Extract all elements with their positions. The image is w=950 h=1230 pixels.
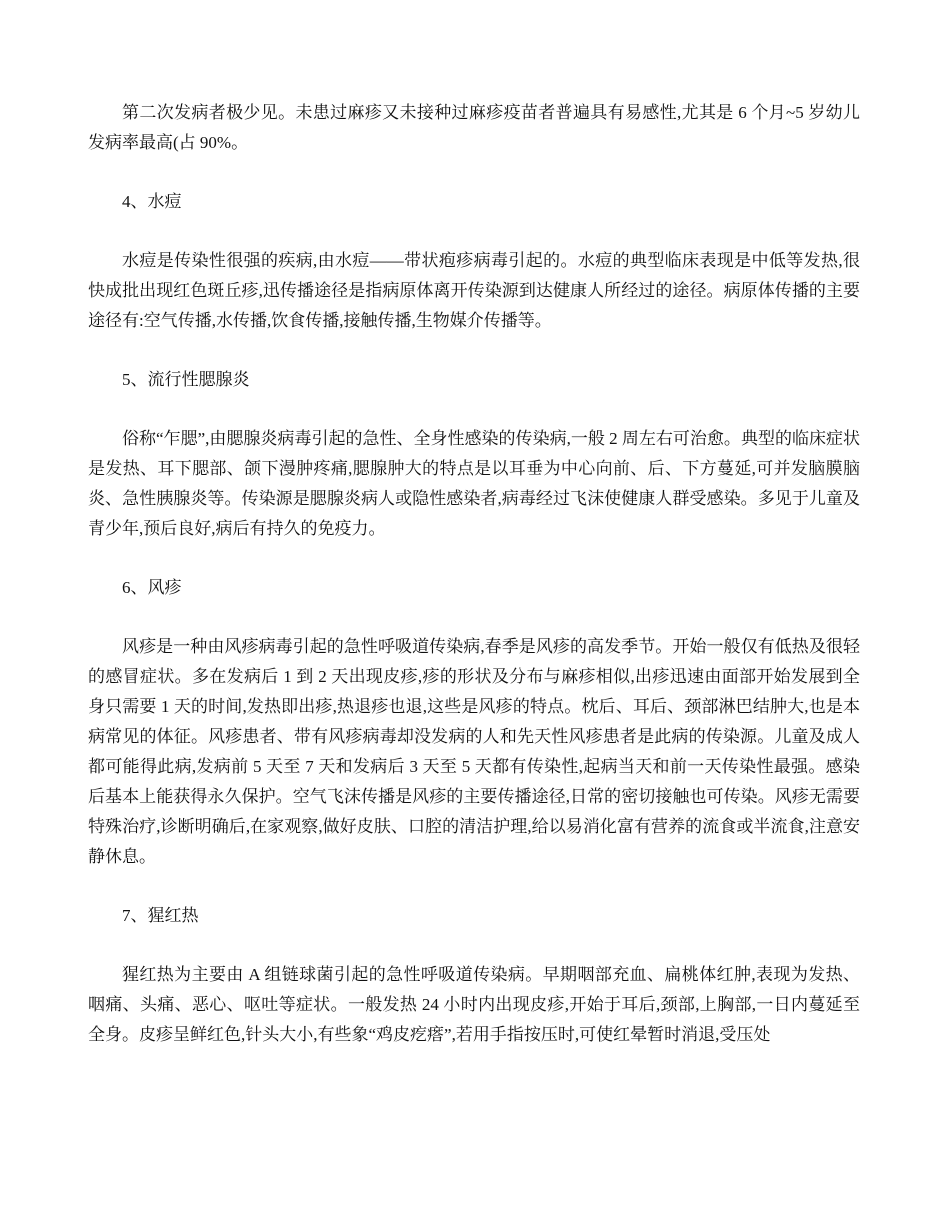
- heading-mumps: 5、流行性腮腺炎: [122, 370, 250, 389]
- document-body: [88, 98, 860, 1079]
- heading-scarlet-fever: 7、猩红热: [122, 906, 199, 925]
- paragraph-chickenpox: 水痘是传染性很强的疾病,由水痘——带状疱疹病毒引起的。水痘的典型临床表现是中低等发热,很快成批出现红色斑丘疹,迅传播途径是指病原体离开传染源到达健康人所经过的途径。病原体传播的主要途径有:空气传播,水传播,饮食传播,接触传播,生物媒介传播等。: [88, 251, 860, 330]
- paragraph-mumps: 俗称“乍腮”,由腮腺炎病毒引起的急性、全身性感染的传染病,一般 2 周左右可治愈。典型的临床症状是发热、耳下腮部、颌下漫肿疼痛,腮腺肿大的特点是以耳垂为中心向前、后、下方蔓延,可并发脑膜脑炎、急性胰腺炎等。传染源是腮腺炎病人或隐性感染者,病毒经过飞沫使健康人群受感染。多见于儿童及青少年,预后良好,病后有持久的免疫力。: [88, 429, 860, 538]
- paragraph-scarlet-fever: 猩红热为主要由 A 组链球菌引起的急性呼吸道传染病。早期咽部充血、扁桃体红肿,表现为发热、咽痛、头痛、恶心、呕吐等症状。一般发热 24 小时内出现皮疹,开始于耳后,颈部,上胸部,一日内蔓延至全身。皮疹呈鲜红色,针头大小,有些象“鸡皮疙瘩”,若用手指按压时,可使红晕暂时消退,受压处: [88, 965, 860, 1044]
- paragraph-rubella: 风疹是一种由风疹病毒引起的急性呼吸道传染病,春季是风疹的高发季节。开始一般仅有低热及很轻的感冒症状。多在发病后 1 到 2 天出现皮疹,疹的形状及分布与麻疹相似,出疹迅速由面部开始发展到全身只需要 1 天的时间,发热即出疹,热退疹也退,这些是风疹的特点。枕后、耳后、颈部淋巴结肿大,也是本病常见的体征。风疹患者、带有风疹病毒却没发病的人和先天性风疹患者是此病的传染源。儿童及成人都可能得此病,发病前 5 天至 7 天和发病后 3 天至 5 天都有传染性,起病当天和前一天传染性最强。感染后基本上能获得永久保护。空气飞沫传播是风疹的主要传播途径,日常的密切接触也可传染。风疹无需要特殊治疗,诊断明确后,在家观察,做好皮肤、口腔的清洁护理,给以易消化富有营养的流食或半流食,注意安静休息。: [88, 637, 860, 866]
- heading-chickenpox: 4、水痘: [122, 192, 182, 211]
- paragraph-measles-continuation: 第二次发病者极少见。未患过麻疹又未接种过麻疹疫苗者普遍具有易感性,尤其是 6 个月~5 岁幼儿发病率最高(占 90%。: [88, 103, 860, 152]
- heading-rubella: 6、风疹: [122, 578, 182, 597]
